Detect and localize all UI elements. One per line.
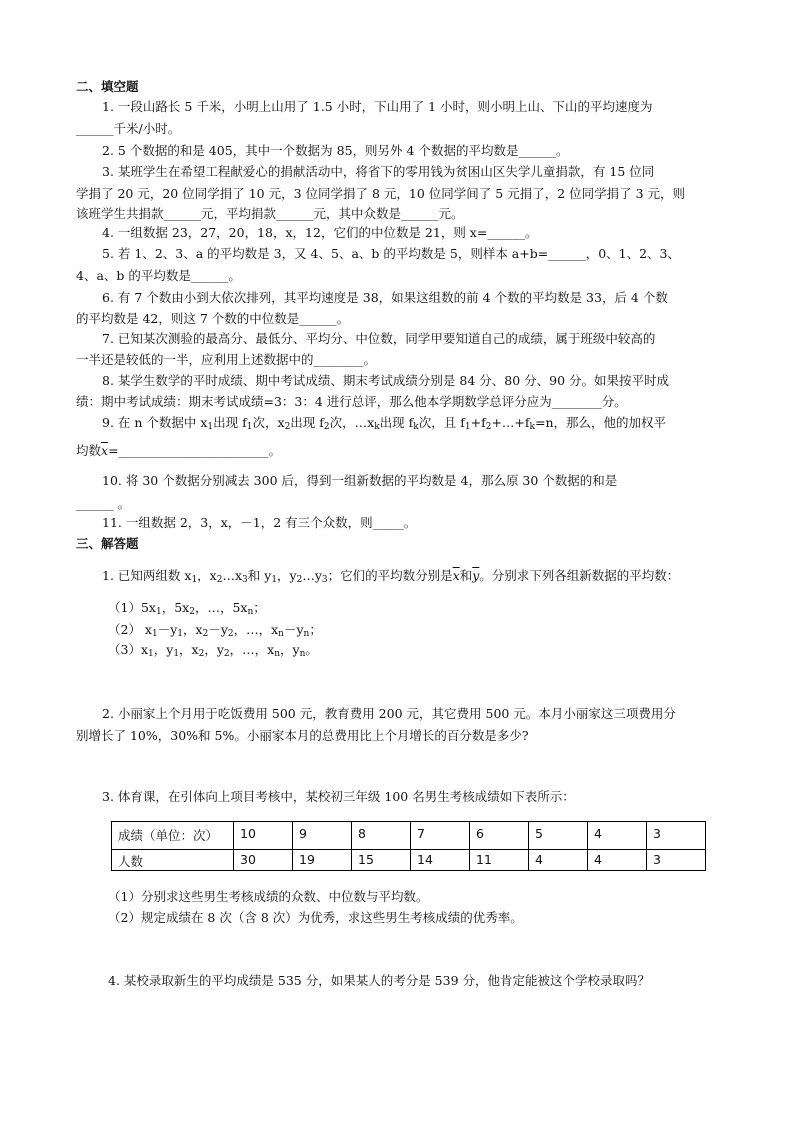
- q1-line: 1. 一段山路长 5 千米，小明上山用了 1.5 小时，下山用了 1 小时，则小明上山、下山的平均速度为: [102, 99, 653, 114]
- table-cell: 14: [411, 850, 470, 871]
- table-cell: 6: [470, 822, 529, 850]
- table-cell: 5: [529, 822, 588, 850]
- q7-line: 7. 已知某次测验的最高分、最低分、平均分、中位数，同学甲要知道自己的成绩，属于班级中较高的: [102, 331, 656, 346]
- q10-line: ______ 。: [76, 496, 130, 511]
- q2-line: 2. 5 个数据的和是 405，其中一个数据为 85，则另外 4 个数据的平均数是______。: [102, 143, 569, 158]
- q6-line: 的平均数是 42，则这 7 个数的中位数是______。: [76, 311, 350, 326]
- s3-q3-intro: 3. 体育课，在引体向上项目考核中，某校初三年级 100 名男生考核成绩如下表所示：: [102, 789, 575, 804]
- table-cell: 4: [529, 850, 588, 871]
- q8-line: 8. 某学生数学的平时成绩、期中考试成绩、期末考试成绩分别是 84 分、80 分、90 分。如果按平时成: [102, 373, 670, 388]
- s3-q3-part1: （1）分别求这些男生考核成绩的众数、中位数与平均数。: [108, 889, 429, 904]
- table-cell: 4: [588, 822, 647, 850]
- table-row: [112, 850, 706, 871]
- table-cell: 9: [293, 822, 352, 850]
- q1-line: ______千米/小时。: [76, 121, 181, 136]
- s3-q1-part2: （2） $x_1-y_1$，$x_2-y_2$，…，$x_n-y_n$；: [108, 622, 322, 639]
- table-cell: 8: [352, 822, 411, 850]
- q11-line: 11. 一组数据 2，3，x，－1，2 有三个众数，则_____。: [102, 515, 417, 530]
- q7-line: 一半还是较低的一半，应利用上述数据中的________。: [76, 352, 377, 367]
- x-bar-symbol: $\overline{x}$: [452, 568, 460, 583]
- s3-q1-part3: $(3)x_1$，$y_1$，$x_2$，$y_2$，…，$x_n$，$y_n$。: [108, 642, 318, 659]
- q8-line: 绩：期中考试成绩：期末考试成绩=3：3：4 进行总评，那么他本学期数学总评分应为________分。: [76, 394, 627, 409]
- q10-line: 10. 将 30 个数据分别减去 300 后，得到一组新数据的平均数是 4，那么原 30 个数据的和是: [102, 473, 618, 488]
- q4-line: 4. 一组数据 23，27，20，18，x，12，它们的中位数是 21，则 x=______。: [102, 225, 538, 240]
- score-table: [111, 821, 706, 871]
- table-cell: 3: [647, 822, 706, 850]
- y-bar-symbol: $\overline{y}$: [472, 568, 480, 583]
- q9-line: 均数$\overline{x}=\_\_\_\_\_\_\_\_\_\_\_\_\_\_\_\_\_\_\_\_\_\_\_\_$。: [76, 443, 282, 458]
- q5-line: 4、a、b 的平均数是______。: [76, 268, 241, 283]
- s3-q2-line: 2. 小丽家上个月用于吃饭费用 500 元，教育费用 200 元，其它费用 500 元。本月小丽家这三项费用分: [102, 706, 676, 721]
- table-cell: 7: [411, 822, 470, 850]
- q3-line: 该班学生共捐款______元，平均捐款______元，其中众数是______元。: [76, 206, 464, 221]
- table-cell: 4: [588, 850, 647, 871]
- s3-q1-part1: $(1)5x_1$，$5x_2$，…，$5x_n$；: [108, 600, 266, 617]
- q6-line: 6. 有 7 个数由小到大依次排列，其平均速度是 38，如果这组数的前 4 个数的平均数是 33，后 4 个数: [102, 290, 668, 305]
- q5-line: 5. 若 1、2、3、a 的平均数是 3，又 4、5、a、b 的平均数是 5，则样本 a+b=______，0、1、2、3、: [102, 246, 681, 261]
- section-heading-fill-blank: 二、填空题: [76, 79, 139, 94]
- q3-line: 3. 某班学生在希望工程献爱心的捐献活动中，将省下的零用钱为贫困山区失学儿童捐款，有 15 位同: [102, 164, 655, 179]
- table-row: [112, 822, 706, 850]
- table-cell: 15: [352, 850, 411, 871]
- q3-line: 学捐了 20 元，20 位同学捐了 10 元，3 位同学捐了 8 元，10 位同学间了 5 元捐了，2 位同学捐了 3 元，则: [76, 186, 686, 201]
- table-cell: 10: [234, 822, 293, 850]
- section-heading-solve: 三、解答题: [76, 536, 139, 551]
- table-cell: 30: [234, 850, 293, 871]
- s3-q3-part2: （2）规定成绩在 8 次（含 8 次）为优秀，求这些男生考核成绩的优秀率。: [108, 910, 523, 925]
- s3-q1-line: 1. 已知两组数 $x_1$，$x_2\dots x_3$和 $y_1$，$y_2\dots y_3$；它们的平均数分别是$\overline{x}$和$\overline{y}$。分别求下列各组新数据的平均数：: [102, 568, 680, 585]
- table-cell: 人数: [112, 850, 234, 871]
- table-cell: 11: [470, 850, 529, 871]
- table-cell: 3: [647, 850, 706, 871]
- s3-q2-line: 别增长了 10%，30%和 5%。小丽家本月的总费用比上个月增长的百分数是多少?: [76, 728, 529, 743]
- s3-q4-line: 4. 某校录取新生的平均成绩是 535 分，如果某人的考分是 539 分，他肯定能被这个学校录取吗？: [108, 973, 651, 988]
- table-cell: 成绩（单位：次）: [112, 822, 234, 850]
- q9-line: 9. 在 n 个数据中 $x_1$出现 $f_1$次，$x_2$出现 $f_2$次，$\dots x_k$出现 $f_k$次，且 $f_1+f_2+\dots+f_k=n$，那么，他的加权平: [102, 415, 667, 432]
- table-cell: 19: [293, 850, 352, 871]
- x-bar-symbol: $\overline{x}$: [101, 443, 109, 458]
